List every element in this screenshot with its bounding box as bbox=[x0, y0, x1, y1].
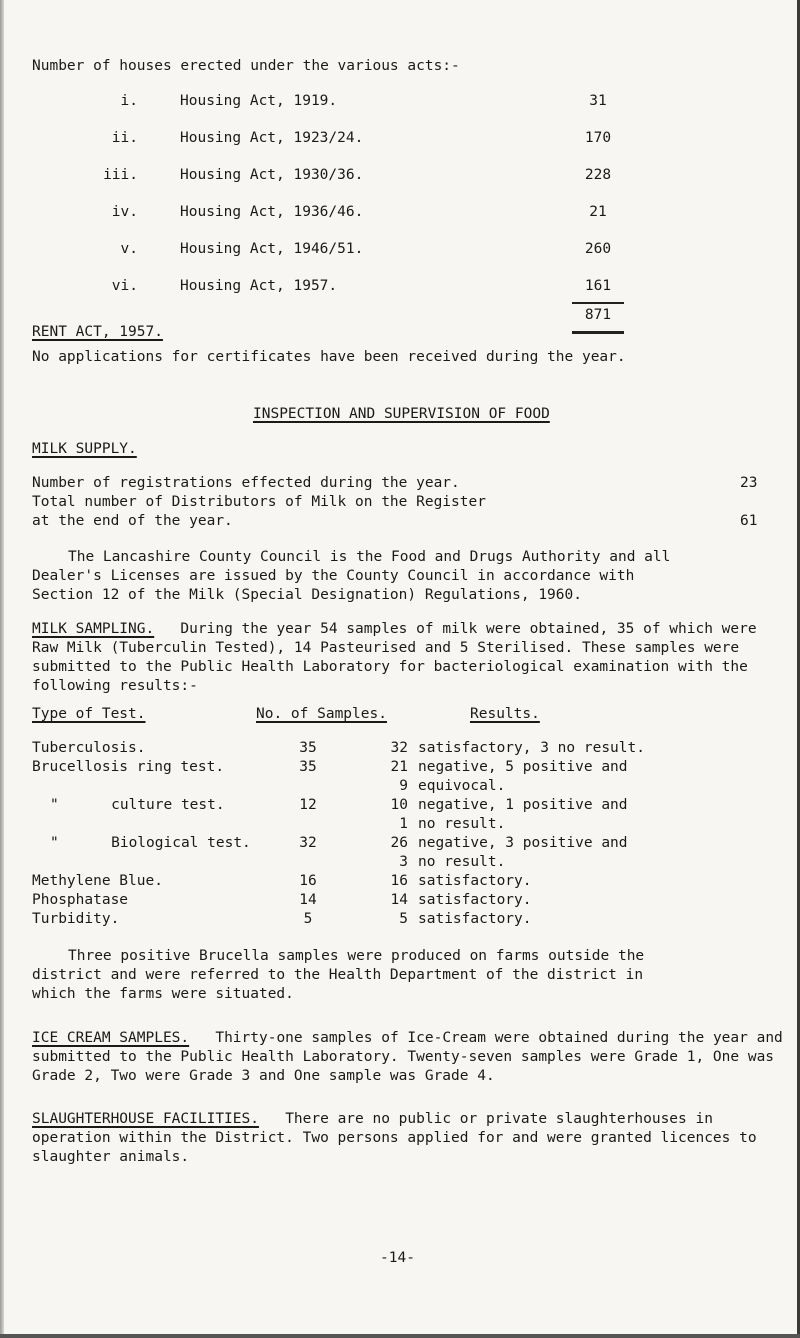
housing-num: v. bbox=[120, 241, 138, 257]
result-count: 1 bbox=[399, 816, 408, 832]
result-text: negative, 3 positive and bbox=[418, 835, 628, 851]
milk-supply-paragraph: The Lancashire County Council is the Food and Drugs Authority and all Dealer's Licenses are issued by the County Council in accordance with Section 12 of the Milk (Special Designation) Regulations, 1960. bbox=[32, 549, 671, 603]
total-rule-top bbox=[572, 302, 624, 304]
housing-act: Housing Act, 1957. bbox=[180, 278, 338, 294]
distributors-label-b: at the end of the year. bbox=[32, 513, 233, 529]
total-rule-bottom bbox=[572, 331, 624, 334]
result-text: satisfactory, 3 no result. bbox=[418, 740, 645, 756]
result-text: equivocal. bbox=[418, 778, 506, 794]
housing-num: iii. bbox=[103, 167, 138, 183]
intro-text: Number of houses erected under the various acts:- bbox=[32, 58, 460, 74]
result-count: 26 bbox=[390, 835, 408, 851]
col-header-results: Results. bbox=[470, 706, 540, 722]
milk-sampling-paragraph bbox=[32, 620, 782, 696]
ice-cream-paragraph bbox=[32, 1029, 792, 1086]
slaughterhouse-paragraph bbox=[32, 1110, 772, 1167]
result-text: no result. bbox=[418, 816, 506, 832]
housing-count: 170 bbox=[584, 130, 612, 146]
housing-count: 161 bbox=[584, 278, 612, 294]
housing-act: Housing Act, 1946/51. bbox=[180, 241, 364, 257]
rent-act-heading: RENT ACT, 1957. bbox=[32, 324, 163, 340]
col-header-type: Type of Test. bbox=[32, 706, 146, 722]
housing-total: 871 bbox=[584, 307, 612, 323]
test-samples: 32 bbox=[299, 835, 317, 851]
result-text: negative, 1 positive and bbox=[418, 797, 628, 813]
test-type: Methylene Blue. bbox=[32, 873, 163, 889]
test-type: Tuberculosis. bbox=[32, 740, 146, 756]
housing-count: 31 bbox=[589, 93, 607, 109]
result-count: 10 bbox=[390, 797, 408, 813]
distributors-label-a: Total number of Distributors of Milk on the Register bbox=[32, 494, 486, 510]
test-samples: 35 bbox=[299, 740, 317, 756]
slaughterhouse-text: There are no public or private slaughterhouses in operation within the District. Two persons applied for and were granted licences to slaughter animals. bbox=[32, 1111, 757, 1165]
result-text: satisfactory. bbox=[418, 911, 532, 927]
registrations-value: 23 bbox=[740, 475, 758, 491]
test-type: Phosphatase bbox=[32, 892, 129, 908]
housing-act: Housing Act, 1919. bbox=[180, 93, 338, 109]
result-count: 5 bbox=[399, 911, 408, 927]
ice-cream-heading: ICE CREAM SAMPLES. bbox=[32, 1030, 190, 1046]
test-samples: 5 bbox=[303, 911, 313, 927]
registrations-label: Number of registrations effected during the year. bbox=[32, 475, 460, 491]
milk-sampling-heading: MILK SAMPLING. bbox=[32, 621, 155, 637]
result-count: 16 bbox=[390, 873, 408, 889]
distributors-value: 61 bbox=[740, 513, 758, 529]
result-text: negative, 5 positive and bbox=[418, 759, 628, 775]
col-header-samples: No. of Samples. bbox=[256, 706, 387, 722]
page-number: -14- bbox=[380, 1250, 415, 1266]
housing-num: i. bbox=[120, 93, 138, 109]
test-type: Brucellosis ring test. bbox=[32, 759, 225, 775]
page-edge-bottom bbox=[0, 1334, 800, 1338]
rent-act-text: No applications for certificates have been received during the year. bbox=[32, 349, 626, 365]
result-count: 3 bbox=[399, 854, 408, 870]
housing-num: ii. bbox=[111, 130, 138, 146]
brucella-note: Three positive Brucella samples were produced on farms outside the district and were referred to the Health Department of the district in which the farms were situated. bbox=[32, 948, 645, 1002]
result-count: 21 bbox=[390, 759, 408, 775]
inspection-heading: INSPECTION AND SUPERVISION OF FOOD bbox=[253, 406, 550, 422]
result-text: satisfactory. bbox=[418, 892, 532, 908]
result-count: 14 bbox=[390, 892, 408, 908]
test-samples: 12 bbox=[299, 797, 317, 813]
test-type: " culture test. bbox=[50, 797, 225, 813]
ice-cream-text: Thirty-one samples of Ice-Cream were obtained during the year and submitted to the Public Health Laboratory. Twenty-seven samples were Grade 1, One was Grade 2, Two were Grade 3 and One sample was Grade 4. bbox=[32, 1030, 783, 1084]
test-samples: 14 bbox=[299, 892, 317, 908]
milk-sampling-text: During the year 54 samples of milk were obtained, 35 of which were Raw Milk (Tuberculin Tested), 14 Pasteurised and 5 Sterilised. These samples were submitted to the Public Health Laboratory for bacteriological examination with the following results:- bbox=[32, 621, 757, 694]
result-text: no result. bbox=[418, 854, 506, 870]
result-count: 9 bbox=[399, 778, 408, 794]
milk-supply-heading: MILK SUPPLY. bbox=[32, 441, 137, 457]
test-type: " Biological test. bbox=[50, 835, 251, 851]
housing-act: Housing Act, 1936/46. bbox=[180, 204, 364, 220]
housing-count: 21 bbox=[589, 204, 607, 220]
page-edge-left bbox=[0, 0, 4, 1338]
test-type: Turbidity. bbox=[32, 911, 120, 927]
housing-num: iv. bbox=[111, 204, 138, 220]
housing-act: Housing Act, 1930/36. bbox=[180, 167, 364, 183]
housing-act: Housing Act, 1923/24. bbox=[180, 130, 364, 146]
test-samples: 16 bbox=[299, 873, 317, 889]
result-count: 32 bbox=[390, 740, 408, 756]
housing-count: 260 bbox=[584, 241, 612, 257]
result-text: satisfactory. bbox=[418, 873, 532, 889]
slaughterhouse-heading: SLAUGHTERHOUSE FACILITIES. bbox=[32, 1111, 259, 1127]
test-samples: 35 bbox=[299, 759, 317, 775]
housing-count: 228 bbox=[584, 167, 612, 183]
housing-num: vi. bbox=[111, 278, 138, 294]
